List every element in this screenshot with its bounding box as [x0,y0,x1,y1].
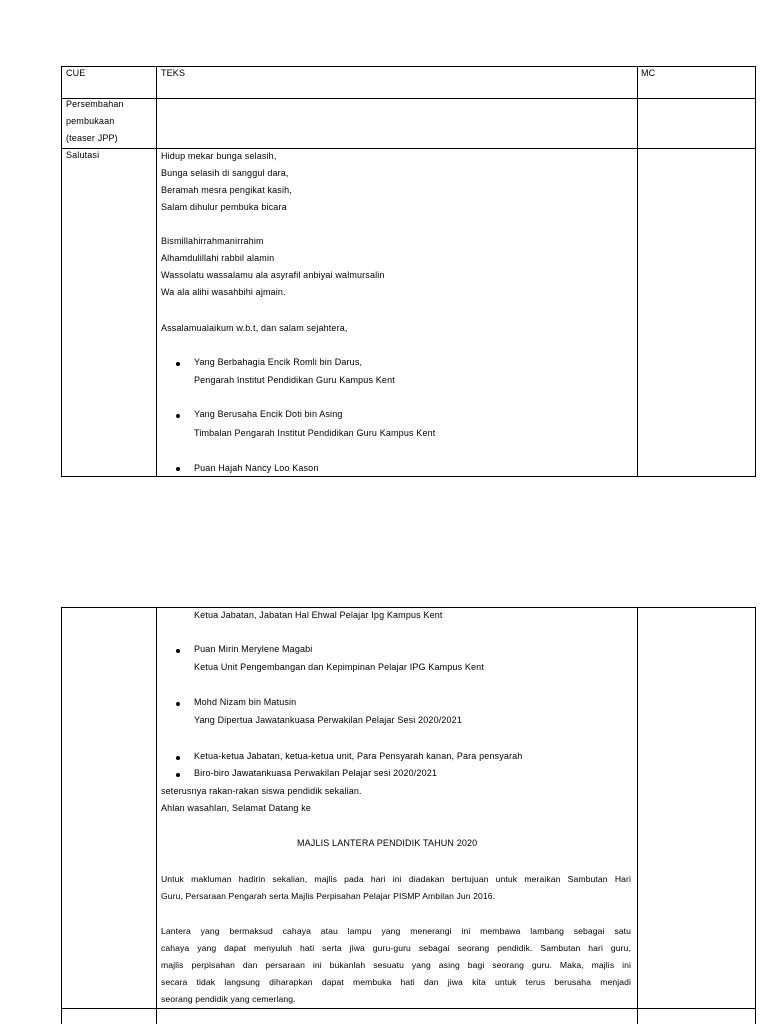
guest-name: Puan Mirin Merylene Magabi [194,644,313,654]
paragraph-lantera [161,923,631,1008]
closing-line: Ahlan wasahlan, Selamat Datang ke [161,803,312,813]
guest-title: Ketua Unit Pengembangan dan Kepimpinan Pelajar IPG Kampus Kent [194,662,484,672]
bullet-dot [176,467,180,471]
column-divider [637,67,638,476]
row-divider [62,98,755,99]
header-cue: CUE [66,68,86,78]
poem-line: Salam dihulur pembuka bicara [161,202,287,212]
guest-title: Timbalan Pengarah Institut Pendidikan Guru Kampus Kent [194,428,436,438]
cue-cell-line: Persembahan [66,99,124,109]
guest-title: Yang Dipertua Jawatankuasa Perwakilan Pelajar Sesi 2020/2021 [194,715,462,725]
row-divider [62,1008,755,1009]
cue-cell-line: (teaser JPP) [66,133,118,143]
cue-cell-salutasi: Salutasi [66,150,100,160]
guest-title: Ketua Jabatan, Jabatan Hal Ehwal Pelajar Ipg Kampus Kent [194,610,443,620]
paragraph-intro [161,871,631,905]
column-divider [156,608,157,1024]
script-table-page-2 [61,607,756,1024]
bullet-dot [176,773,180,777]
row-divider [62,148,755,149]
header-mc: MC [641,68,656,78]
poem-line: Hidup mekar bunga selasih, [161,151,277,161]
bullet-dot [176,702,180,706]
script-table-page-1 [61,66,756,477]
poem-line: Bunga selasih di sanggul dara, [161,168,289,178]
guest-name: Mohd Nizam bin Matusin [194,697,297,707]
header-teks: TEKS [161,68,186,78]
opening-line: Bismillahirrahmanirrahim [161,236,264,246]
bullet-dot [176,649,180,653]
paragraph-line: majlis perpisahan dan persaraan ini bukanlah sesuatu yang asing bagi seorang guru. Maka, majlis ini [161,960,631,970]
list-item: Ketua-ketua Jabatan, ketua-ketua unit, Para Pensyarah kanan, Para pensyarah [194,751,523,761]
event-heading: MAJLIS LANTERA PENDIDIK TAHUN 2020 [297,838,478,848]
poem-line: Beramah mesra pengikat kasih, [161,185,292,195]
guest-name: Yang Berusaha Encik Doti bin Asing [194,409,343,419]
column-divider [156,67,157,476]
paragraph-line: seorang pendidik yang cemerlang. [161,994,296,1004]
bullet-dot [176,756,180,760]
list-item: Biro-biro Jawatankuasa Perwakilan Pelajar sesi 2020/2021 [194,768,438,778]
paragraph-line: secara tidak langsung diharapkan dapat membuka hati dan jiwa kita untuk terus berusaha menjadi [161,977,631,987]
cue-cell-line: pembukaan [66,116,115,126]
closing-line: seterusnya rakan-rakan siswa pendidik sekalian. [161,786,362,796]
bullet-dot [176,414,180,418]
column-divider [637,608,638,1024]
paragraph-line: Untuk makluman hadirin sekalian, majlis pada hari ini diadakan bertujuan untuk meraikan Sambutan Hari [161,874,631,884]
paragraph-line: cahaya yang dapat menyuluh hati serta jiwa guru-guru sebagai seorang pendidik. Sambutan hari guru, [161,943,631,953]
guest-title: Pengarah Institut Pendidikan Guru Kampus Kent [194,375,395,385]
opening-line: Wa ala alihi wasahbihi ajmain. [161,287,286,297]
bullet-dot [176,362,180,366]
paragraph-line: Guru, Persaraan Pengarah serta Majlis Perpisahan Pelajar PISMP Ambilan Jun 2016. [161,891,496,901]
guest-name: Yang Berbahagia Encik Romli bin Darus, [194,357,363,367]
opening-line: Wassolatu wassalamu ala asyrafil anbiyai walmursalin [161,270,385,280]
guest-name: Puan Hajah Nancy Loo Kason [194,463,319,473]
opening-line: Alhamdulillahi rabbil alamin [161,253,275,263]
paragraph-line: Lantera yang bermaksud cahaya atau lampu yang menerangi ini membawa lambang sebagai satu [161,926,631,936]
greeting-line: Assalamualaikum w.b.t, dan salam sejahtera, [161,323,348,333]
